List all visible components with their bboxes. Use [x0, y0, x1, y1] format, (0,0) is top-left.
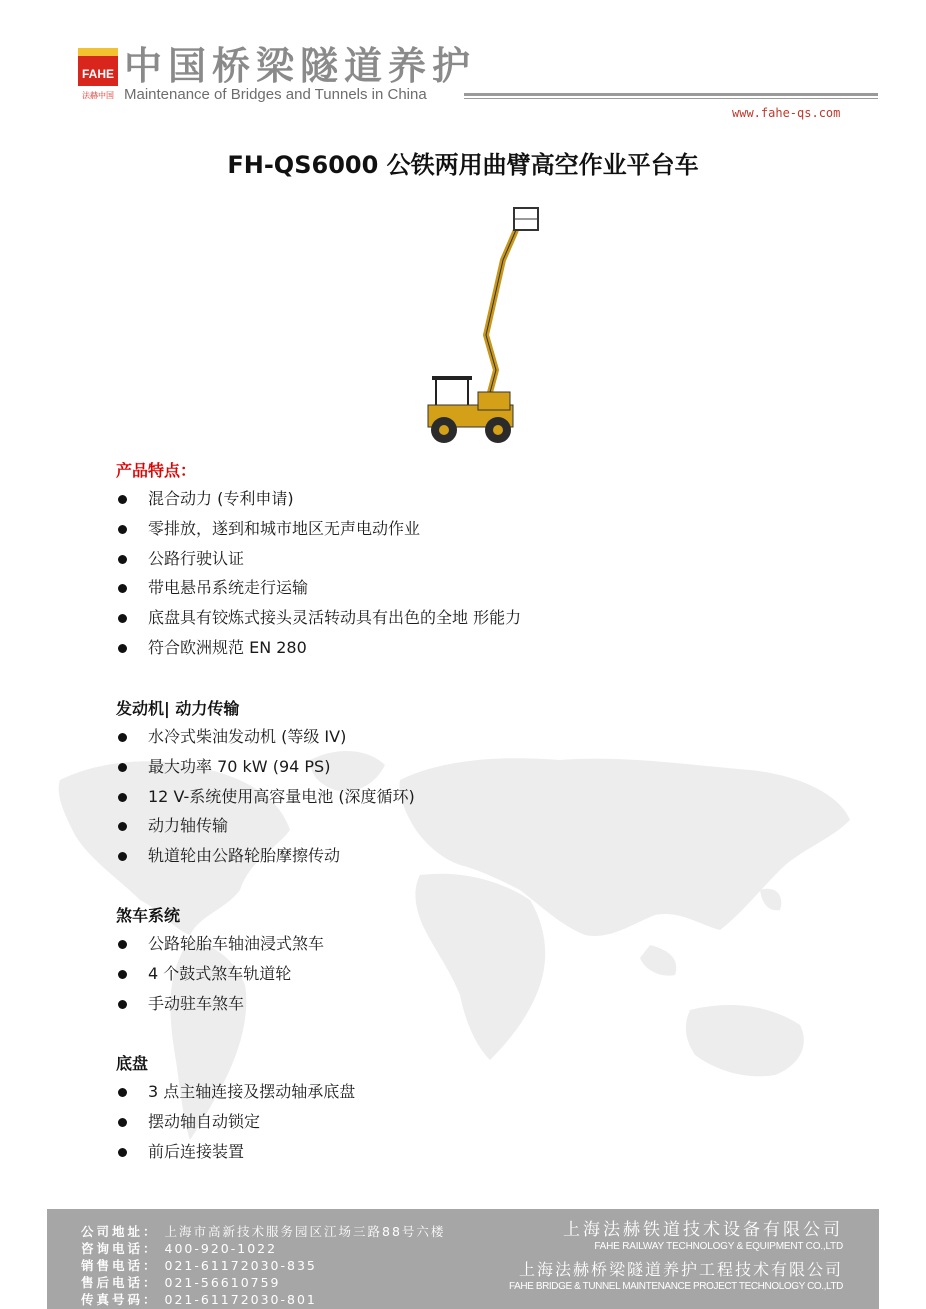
company-name-en-2: FAHE BRIDGE & TUNNEL MAINTENANCE PROJECT TECHNOLOGY CO.,LTD: [508, 1281, 843, 1292]
bullet-icon: [118, 1148, 127, 1157]
section-features: [116, 458, 521, 663]
company-name-cn-1: 上海法赫铁道技术设备有限公司: [563, 1220, 843, 1240]
list-item: 轨道轮由公路轮胎摩擦传动: [116, 841, 415, 871]
list-item: 3 点主轴连接及摆动轴承底盘: [116, 1077, 355, 1107]
list-item: 摆动轴自动锁定: [116, 1107, 355, 1137]
list-item: 符合欧洲规范 EN 280: [116, 633, 521, 663]
svg-text:FAHE: FAHE: [81, 67, 115, 81]
bullet-icon: [118, 733, 127, 742]
bullet-icon: [118, 970, 127, 979]
bullet-icon: [118, 822, 127, 831]
address: 上海市高新技术服务园区江场三路88号六楼: [164, 1224, 446, 1239]
fax-row: 传真号码： 021-61172030-801: [81, 1292, 317, 1307]
bullet-icon: [118, 1000, 127, 1009]
brake-list: [116, 929, 324, 1018]
list-item: 公路轮胎车轴油浸式煞车: [116, 929, 324, 959]
list-item: 底盘具有铰炼式接头灵活转动具有出色的全地 形能力: [116, 603, 521, 633]
website-link[interactable]: www.fahe-qs.com: [732, 106, 841, 120]
sales-row: 销售电话： 021-61172030-835: [81, 1258, 317, 1273]
list-item: 最大功率 70 kW (94 PS): [116, 752, 415, 782]
section-heading: 煞车系统: [116, 906, 181, 925]
section-chassis: [116, 1051, 355, 1166]
company-names: [509, 1219, 843, 1293]
bullet-icon: [118, 525, 127, 534]
header-rule: [464, 93, 878, 96]
bullet-icon: [118, 1088, 127, 1097]
chassis-list: [116, 1077, 355, 1166]
bullet-icon: [118, 940, 127, 949]
section-heading: 产品特点：: [116, 461, 197, 480]
consult-row: 咨询电话： 400-920-1022: [81, 1241, 278, 1256]
fahe-logo: [76, 44, 120, 102]
service-phone: 021-56610759: [164, 1275, 281, 1290]
brand-name-cn: 中国桥梁隧道养护: [124, 44, 477, 88]
bullet-icon: [118, 793, 127, 802]
list-item: 前后连接装置: [116, 1137, 355, 1167]
product-image: [418, 200, 568, 450]
bullet-icon: [118, 555, 127, 564]
sales-phone: 021-61172030-835: [164, 1258, 317, 1273]
consult-phone: 400-920-1022: [164, 1241, 278, 1256]
bullet-icon: [118, 852, 127, 861]
section-heading: 发动机| 动力传输: [116, 699, 240, 718]
bullet-icon: [118, 644, 127, 653]
bullet-icon: [118, 584, 127, 593]
section-brakes: [116, 903, 324, 1018]
company-name-en-1: FAHE RAILWAY TECHNOLOGY & EQUIPMENT CO.,LTD: [594, 1241, 843, 1252]
header-rule-thin: [464, 98, 878, 99]
bullet-icon: [118, 614, 127, 623]
brand-name-en: Maintenance of Bridges and Tunnels in China: [124, 86, 427, 103]
page-title: FH-QS6000 公铁两用曲臂高空作业平台车: [227, 151, 699, 179]
service-row: 售后电话： 021-56610759: [81, 1275, 281, 1290]
svg-text:法赫中国: 法赫中国: [82, 91, 114, 100]
bullet-icon: [118, 1118, 127, 1127]
list-item: 4 个鼓式煞车轨道轮: [116, 959, 324, 989]
bullet-icon: [118, 763, 127, 772]
list-item: 零排放，遂到和城市地区无声电动作业: [116, 514, 521, 544]
company-name-cn-2: 上海法赫桥梁隧道养护工程技术有限公司: [518, 1260, 843, 1279]
section-heading: 底盘: [116, 1054, 149, 1073]
bullet-icon: [118, 495, 127, 504]
footer: [47, 1209, 879, 1309]
list-item: 混合动力 (专利申请): [116, 484, 521, 514]
address-row: 公司地址： 上海市高新技术服务园区江场三路88号六楼: [81, 1224, 446, 1239]
list-item: 水冷式柴油发动机 (等级 IV): [116, 722, 415, 752]
list-item: 手动驻车煞车: [116, 989, 324, 1019]
fax-number: 021-61172030-801: [164, 1292, 317, 1307]
feature-list: [116, 484, 521, 663]
list-item: 带电悬吊系统走行运输: [116, 573, 521, 603]
list-item: 动力轴传输: [116, 811, 415, 841]
section-engine: [116, 696, 415, 871]
list-item: 12 V-系统使用高容量电池 (深度循环): [116, 782, 415, 812]
list-item: 公路行驶认证: [116, 544, 521, 574]
contact-info: [81, 1223, 445, 1308]
engine-list: [116, 722, 415, 871]
